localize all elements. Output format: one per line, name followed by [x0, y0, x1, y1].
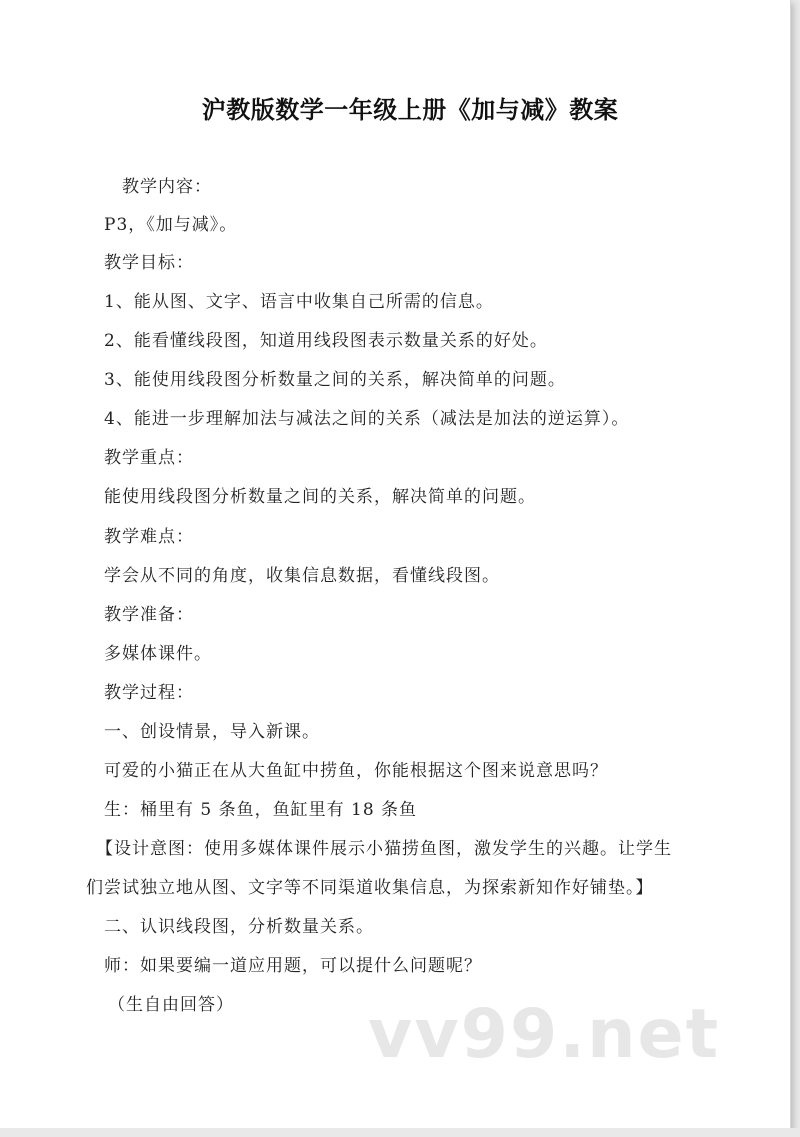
preparation-text: 多媒体课件。: [104, 644, 212, 664]
design-intent-line-2: 们尝试独立地从图、文字等不同渠道收集信息，为探索新知作好铺垫。】: [86, 878, 654, 898]
goal-item-1: 1、能从图、文字、语言中收集自己所需的信息。: [104, 292, 494, 312]
goal-item-3: 3、能使用线段图分析数量之间的关系，解决简单的问题。: [104, 370, 566, 390]
section-heading-goals: 教学目标：: [104, 253, 194, 273]
process-step-1-question: 可爱的小猫正在从大鱼缸中捞鱼，你能根据这个图来说意思吗？: [104, 761, 608, 781]
goal-item-2: 2、能看懂线段图，知道用线段图表示数量关系的好处。: [104, 331, 548, 351]
student-answer: 生：桶里有 5 条鱼，鱼缸里有 18 条鱼: [104, 800, 418, 820]
section-heading-process: 教学过程：: [104, 683, 194, 703]
document-title: 沪教版数学一年级上册《加与减》教案: [201, 96, 619, 124]
section-heading-key-points: 教学重点：: [104, 448, 194, 468]
section-heading-preparation: 教学准备：: [104, 605, 194, 625]
difficulties-text: 学会从不同的角度，收集信息数据，看懂线段图。: [104, 566, 500, 586]
student-free-answer: （生自由回答）: [108, 995, 234, 1015]
process-step-1-heading: 一、创设情景，导入新课。: [104, 722, 320, 742]
teacher-question: 师：如果要编一道应用题，可以提什么问题呢？: [104, 956, 482, 976]
process-step-2-heading: 二、认识线段图，分析数量关系。: [104, 917, 374, 937]
watermark-logo: vv99.net: [368, 995, 721, 1074]
key-points-text: 能使用线段图分析数量之间的关系，解决简单的问题。: [104, 487, 536, 507]
content-text: P3，《加与减》。: [104, 215, 238, 235]
section-heading-difficulties: 教学难点：: [104, 527, 194, 547]
section-heading-content: 教学内容：: [122, 177, 212, 197]
viewer-background: [0, 1128, 800, 1137]
goal-item-4: 4、能进一步理解加法与减法之间的关系（减法是加法的逆运算）。: [104, 409, 630, 429]
design-intent-line-1: 【设计意图：使用多媒体课件展示小猫捞鱼图，激发学生的兴趣。让学生: [96, 839, 672, 859]
